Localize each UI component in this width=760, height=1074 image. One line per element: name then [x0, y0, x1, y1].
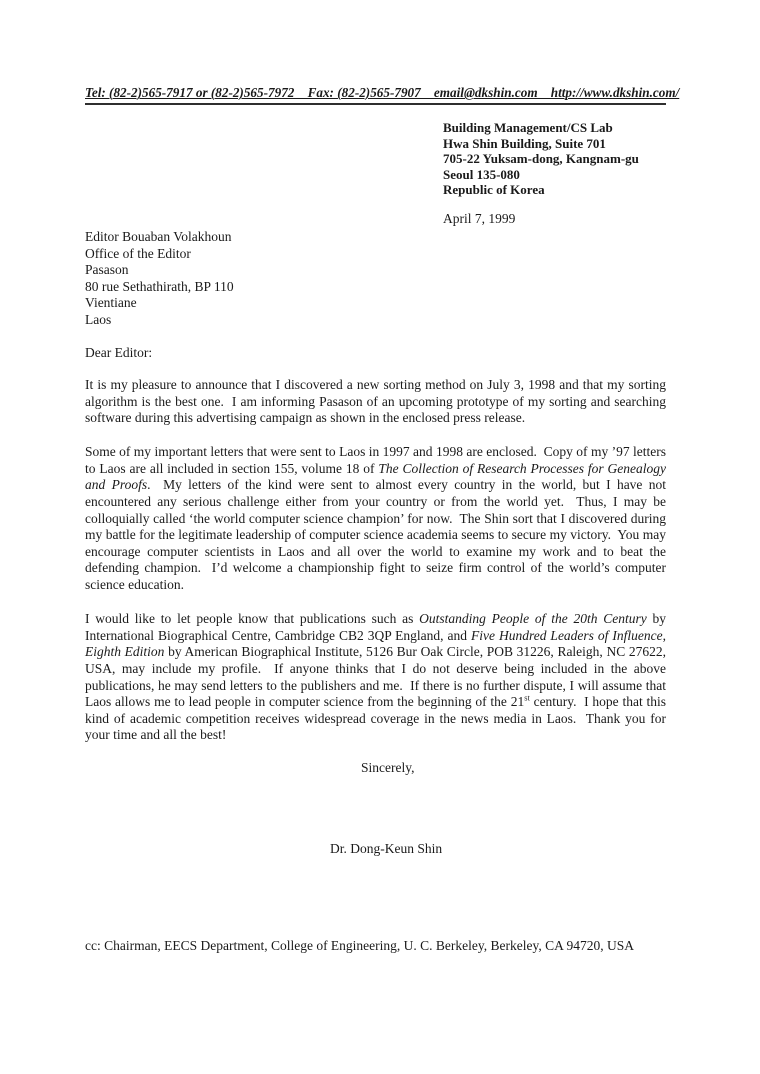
sender-address-line: Republic of Korea [443, 182, 545, 197]
body-paragraph-2: Some of my important letters that were sent to Laos in 1997 and 1998 are enclosed. Copy of my ’97 letters to Laos are all included in section 155, volume 18 of The Collection of Research Processes for Genealogy and Proofs. My letters of the kind were sent to almost every country in the world, but I have not encountered any serious challenge either from your country or from the world yet. Thus, I may be colloquially called ‘the world computer science champion’ for now. The Shin sort that I discovered during my battle for the legitimate leadership of computer science academia seems to secure my victory. You may encourage computer scientists in Laos and all over the world to examine my work and to beat the defending champion. I’d welcome a championship fight to seize firm control of the world’s computer science education. [85, 444, 667, 593]
recipient-address-line: Editor Bouaban Volakhoun [85, 229, 232, 244]
sender-address [443, 120, 639, 198]
closing: Sincerely, [361, 760, 415, 775]
letter-date: April 7, 1999 [443, 211, 516, 226]
cc-line: cc: Chairman, EECS Department, College of Engineering, U. C. Berkeley, Berkeley, CA 94720, USA [85, 938, 635, 953]
recipient-address-line: 80 rue Sethathirath, BP 110 [85, 278, 234, 294]
recipient-address-line: Pasason [85, 262, 129, 278]
body-paragraph-1: It is my pleasure to announce that I discovered a new sorting method on July 3, 1998 and that my sorting algorithm is the best one. I am informing Pasason of an upcoming prototype of my sorting and searching software during this advertising campaign as shown in the enclosed press release. [85, 377, 666, 426]
sender-address-line: Hwa Shin Building, Suite 701 [443, 135, 606, 151]
contact-header [85, 85, 680, 105]
sender-address-line: Building Management/CS Lab [443, 120, 613, 135]
signature-name: Dr. Dong-Keun Shin [330, 841, 443, 856]
sender-address-line: 705-22 Yuksam-dong, Kangnam-gu [443, 151, 639, 166]
sender-address-line: Seoul 135-080 [443, 166, 520, 182]
recipient-address-line: Vientiane [85, 295, 137, 311]
recipient-address [85, 229, 234, 329]
salutation: Dear Editor: [85, 345, 153, 360]
recipient-address-line: Office of the Editor [85, 245, 191, 261]
letter-body [85, 377, 666, 761]
contact-header-text: Tel: (82-2)565-7917 or (82-2)565-7972 Fax: (82-2)565-7907 email@dkshin.com http://www.dkshin.com/ [85, 85, 680, 100]
recipient-address-line: Laos [85, 311, 112, 327]
body-paragraph-3: I would like to let people know that publications such as Outstanding People of the 20th Century by International Biographical Centre, Cambridge CB2 3QP England, and Five Hundred Leaders of Influence, Eighth Edition by American Biographical Institute, 5126 Bur Oak Circle, POB 31226, Raleigh, NC 27622, USA, may include my profile. If anyone thinks that I do not deserve being included in the above publications, he may send letters to the publishers and me. If there is no further dispute, I will assume that Laos allows me to lead people in computer science from the beginning of the 21st century. I hope that this kind of academic competition receives widespread coverage in the news media in Laos. Thank you for your time and all the best! [85, 611, 667, 743]
